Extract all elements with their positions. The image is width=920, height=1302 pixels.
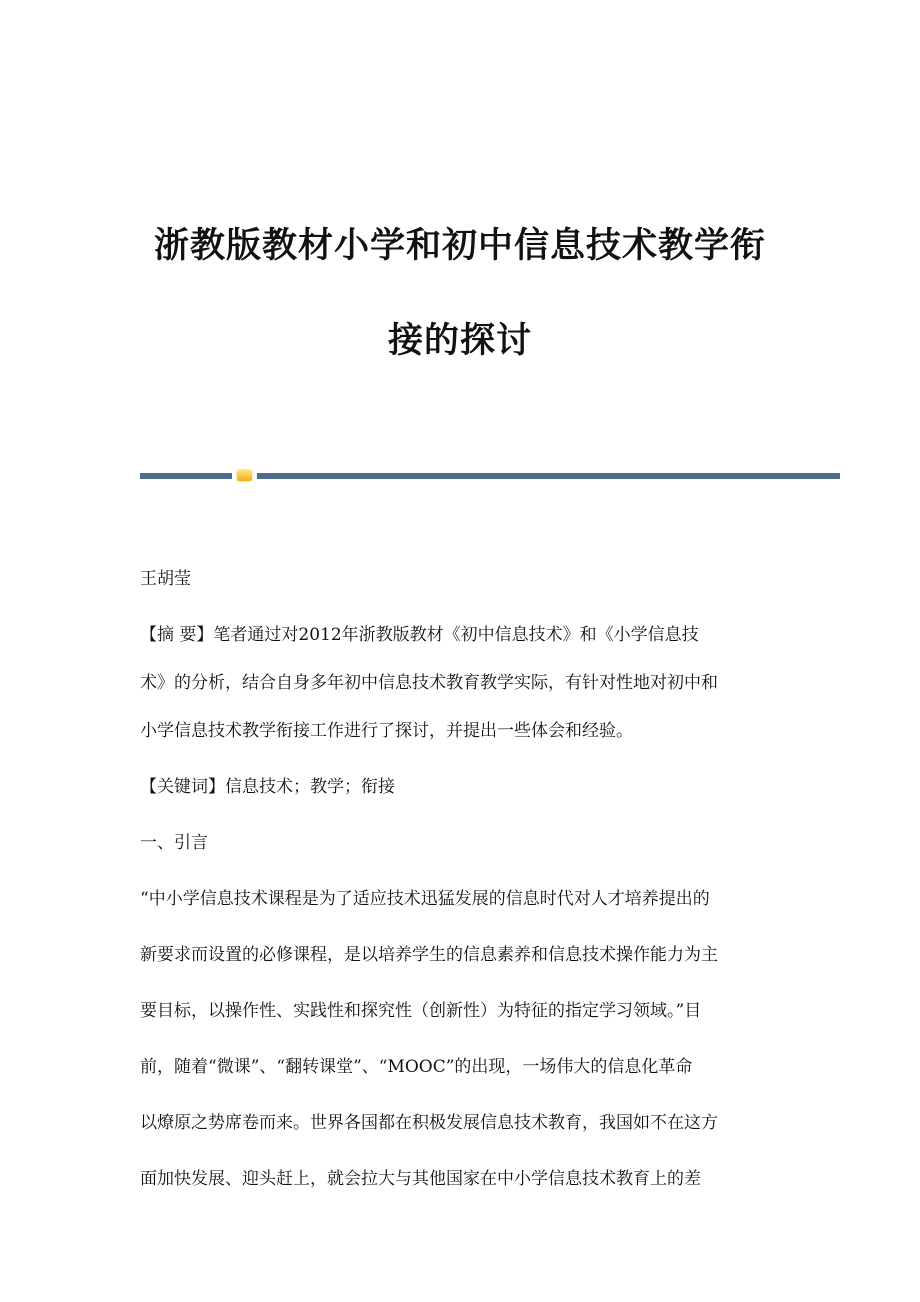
title-line-2: 接的探讨 [387,320,532,361]
body-line: 面加快发展、迎头赶上，就会拉大与其他国家在中小学信息技术教育上的差 [140,1169,701,1189]
abstract-line: 【摘 要】笔者通过对2012年浙教版教材《初中信息技术》和《小学信息技 [140,625,699,645]
section-heading: 一、引言 [140,833,208,853]
body-line: 要目标，以操作性、实践性和探究性（创新性）为特征的指定学习领域。”目 [140,1001,702,1021]
abstract-line: 术》的分析，结合自身多年初中信息技术教育教学实际，有针对性地对初中和 [140,673,718,693]
divider-right [257,473,840,479]
divider-left [140,473,232,479]
body-line: “中小学信息技术课程是为了适应技术迅猛发展的信息时代对人才培养提出的 [140,889,710,909]
keywords: 【关键词】信息技术；教学；衔接 [140,777,395,797]
title-line-1: 浙教版教材小学和初中信息技术教学衔 [153,225,766,266]
author: 王胡莹 [140,569,191,589]
body-line: 新要求而设置的必修课程，是以培养学生的信息素养和信息技术操作能力为主 [140,945,718,965]
body-line: 以燎原之势席卷而来。世界各国都在积极发展信息技术教育，我国如不在这方 [140,1113,718,1133]
abstract-line: 小学信息技术教学衔接工作进行了探讨，并提出一些体会和经验。 [140,721,633,741]
ornament-icon [237,470,252,481]
body-line: 前，随着“微课”、“翻转课堂”、“MOOC”的出现，一场伟大的信息化革命 [140,1057,693,1077]
